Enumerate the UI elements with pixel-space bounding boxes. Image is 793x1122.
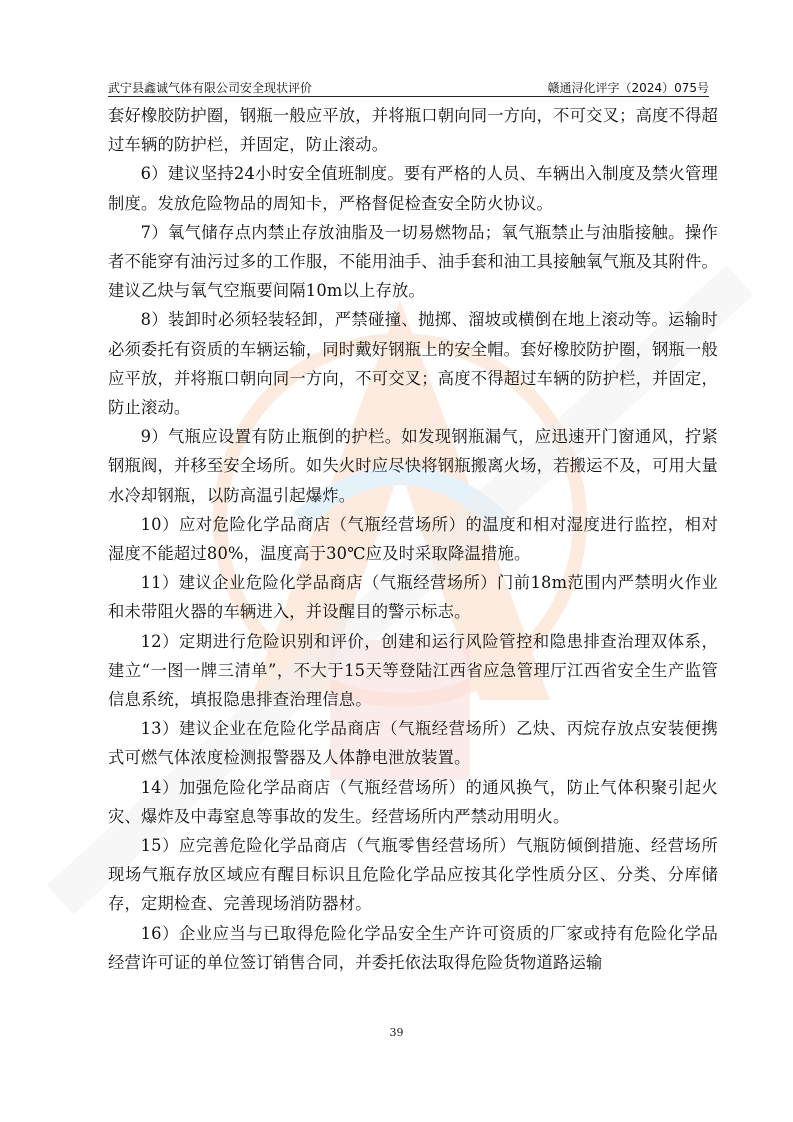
paragraph-item-10: 10）应对危险化学品商店（气瓶经营场所）的温度和相对湿度进行监控，相对湿度不能超过80%，温度高于30℃应及时采取降温措施。 [108,514,718,564]
paragraph-item-11: 11）建议企业危险化学品商店（气瓶经营场所）门前18m范围内严禁明火作业和未带阻火器的车辆进入，并设醒目的警示标志。 [108,573,718,622]
paragraph-item-12: 12）定期进行危险识别和评价，创建和运行风险管控和隐患排查治理双体系，建立“一图一牌三清单”，不大于15天等登陆江西省应急管理厅江西省安全生产监管信息系统，填报隐患排查治理信息。 [108,631,718,710]
header-divider [108,96,709,97]
paragraph-item-14: 14）加强危险化学品商店（气瓶经营场所）的通风换气，防止气体积聚引起火灾、爆炸及中毒窒息等事故的发生。经营场所内严禁动用明火。 [108,777,718,826]
paragraph-item-9: 9）气瓶应设置有防止瓶倒的护栏。如发现钢瓶漏气，应迅速开门窗通风，拧紧钢瓶阀，并移至安全场所。如失火时应尽快将钢瓶搬离火场，若搬运不及，可用大量水冷却钢瓶，以防高温引起爆炸。 [108,427,718,505]
header-company-title: 武宁县鑫诚气体有限公司安全现状评价 [108,81,313,95]
paragraph-item-15: 15）应完善危险化学品商店（气瓶零售经营场所）气瓶防倾倒措施、经营场所现场气瓶存放区域应有醒目标识且危险化学品应按其化学性质分区、分类、分库储存，定期检查、完善现场消防器材。 [108,836,718,914]
paragraph-item-6: 6）建议坚持24小时安全值班制度。要有严格的人员、车辆出入制度及禁火管理制度。发放危险物品的周知卡，严格督促检查安全防火协议。 [108,164,718,213]
header-report-number: 赣通浔化评字（2024）075号 [547,81,709,95]
paragraph-continuation: 套好橡胶防护圈，钢瓶一般应平放，并将瓶口朝向同一方向，不可交叉；高度不得超过车辆的防护栏，并固定，防止滚动。 [108,106,718,155]
running-header [108,76,709,96]
page-number: 39 [389,1026,404,1039]
body-text [108,101,718,977]
paragraph-item-13: 13）建议企业在危险化学品商店（气瓶经营场所）乙炔、丙烷存放点安装便携式可燃气体浓度检测报警器及人体静电泄放装置。 [108,719,718,768]
paragraph-item-16: 16）企业应当与已取得危险化学品安全生产许可资质的厂家或持有危险化学品经营许可证的单位签订销售合同，并委托依法取得危险货物道路运输 [108,923,718,972]
paragraph-item-7: 7）氧气储存点内禁止存放油脂及一切易燃物品；氧气瓶禁止与油脂接触。操作者不能穿有油污过多的工作服，不能用油手、油手套和油工具接触氧气瓶及其附件。建议乙炔与氧气空瓶要间隔10m以上存放。 [108,222,718,301]
paragraph-item-8: 8）装卸时必须轻装轻卸，严禁碰撞、抛掷、溜坡或横倒在地上滚动等。运输时必须委托有资质的车辆运输，同时戴好钢瓶上的安全帽。套好橡胶防护圈，钢瓶一般应平放，并将瓶口朝向同一方向，不可交叉；高度不得超过车辆的防护栏，并固定，防止滚动。 [108,310,718,418]
